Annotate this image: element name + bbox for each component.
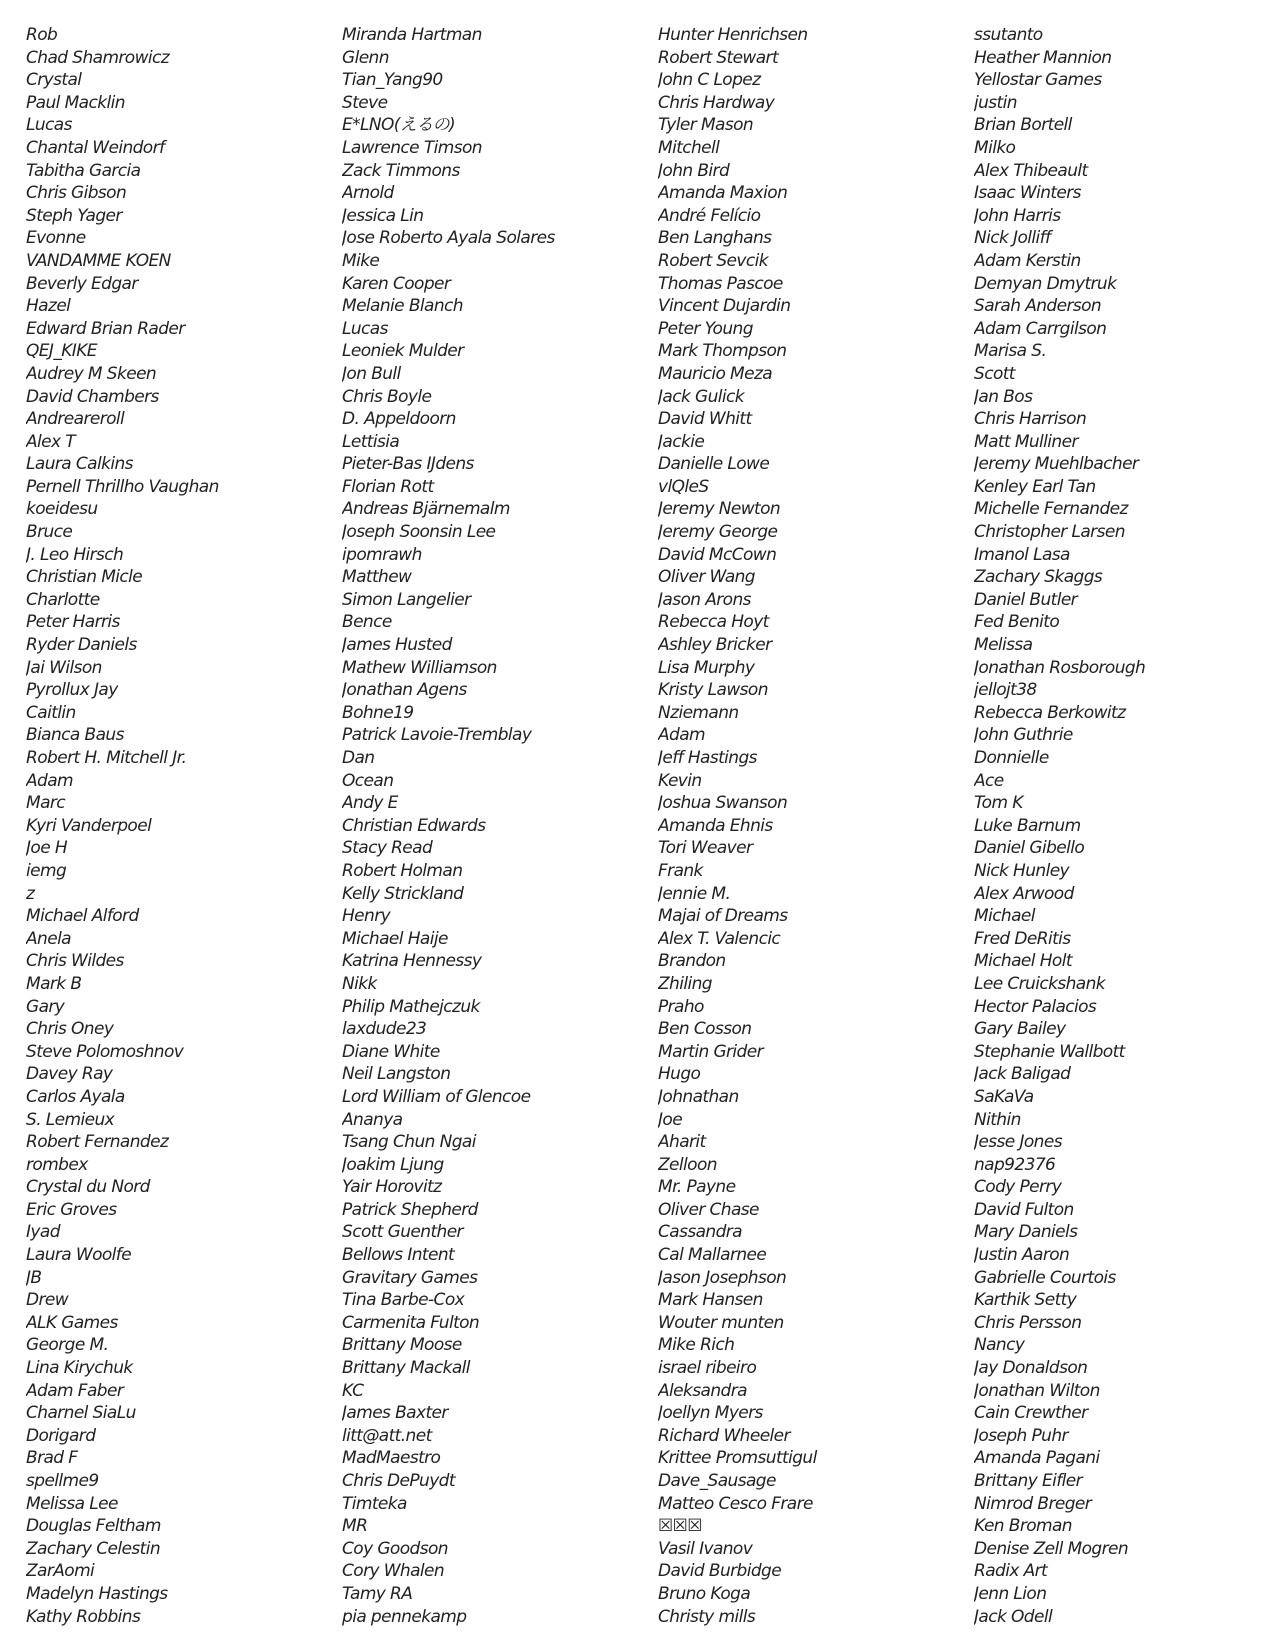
backer-name: Jessica Lin [342,205,424,226]
backer-name: Joe [658,1109,683,1130]
backer-name: E*LNO(えるの) [342,115,456,136]
backer-name: Chris Gibson [26,183,127,204]
backer-name: Radix Art [974,1561,1048,1582]
backer-name: MadMaestro [342,1448,441,1469]
backer-name: Joakim Ljung [342,1154,444,1175]
backer-name: S. Lemieux [26,1109,115,1130]
backer-name: Adam Kerstin [974,250,1081,271]
backer-name: Lettisia [342,431,400,452]
backer-name: Praho [658,996,704,1017]
backer-name: QEJ_KIKE [26,341,97,362]
backer-name: Laura Woolfe [26,1245,132,1266]
backer-name: Charlotte [26,589,100,610]
backer-name: Nick Hunley [974,860,1070,881]
backer-name: koeidesu [26,499,98,520]
backer-name: Bellows Intent [342,1245,455,1266]
backer-name: Marisa S. [974,341,1047,362]
backer-name: Yair Horovitz [342,1177,442,1198]
backer-name: Daniel Gibello [974,838,1085,859]
backer-name: ALK Games [26,1312,118,1333]
backer-name: Johnathan [658,1086,739,1107]
backer-name: D. Appeldoorn [342,409,456,430]
backer-name: Aharit [658,1132,706,1153]
backer-name: Jonathan Wilton [974,1380,1100,1401]
backer-name: Kyri Vanderpoel [26,815,152,836]
backer-name: Chad Shamrowicz [26,47,170,68]
backer-name: Jonathan Rosborough [974,657,1146,678]
backer-name: Luke Barnum [974,815,1081,836]
backer-name: Vasil Ivanov [658,1538,753,1559]
backer-name: Gabrielle Courtois [974,1267,1116,1288]
backer-name: Steph Yager [26,205,122,226]
backer-name: JB [26,1267,42,1288]
backer-name: Cody Perry [974,1177,1062,1198]
backer-name: litt@att.net [342,1425,432,1446]
backer-name: Edward Brian Rader [26,318,185,339]
backer-name: André Felício [658,205,761,226]
backer-name: Marc [26,793,66,814]
backer-name: Jeremy George [658,522,778,543]
backer-name: pia pennekamp [342,1606,467,1627]
backer-name: Mike [342,250,380,271]
backer-name: Beverly Edgar [26,273,138,294]
backer-name: Kristy Lawson [658,680,768,701]
backer-name: Fred DeRitis [974,928,1071,949]
backer-name: Robert H. Mitchell Jr. [26,748,187,768]
backer-name: Patrick Lavoie-Tremblay [342,725,532,746]
backer-name: israel ribeiro [658,1358,757,1379]
backer-name: SaKaVa [974,1086,1034,1107]
backer-name: Lina Kirychuk [26,1358,133,1379]
backer-name: jellojt38 [974,680,1037,701]
backer-name: Karen Cooper [342,273,451,294]
backer-name: Rebecca Berkowitz [974,702,1126,723]
backer-name: Mr. Payne [658,1177,736,1198]
backer-name: Lord William of Glencoe [342,1086,531,1107]
backer-name: Jose Roberto Ayala Solares [342,228,555,249]
backer-name: Andy E [342,793,398,814]
backer-name: Timteka [342,1493,407,1514]
backer-name: Donnielle [974,748,1049,768]
backer-name: Melissa Lee [26,1493,118,1514]
backer-name: Jesse Jones [974,1132,1062,1153]
backer-name: Scott Guenther [342,1222,463,1243]
backer-name: Mark B [26,973,82,994]
backer-name: Vincent Dujardin [658,296,791,317]
backer-name: Amanda Ehnis [658,815,773,836]
backer-name: Jenn Lion [974,1583,1047,1604]
backer-name: Andreareroll [26,409,125,430]
backer-name: Christian Edwards [342,815,486,836]
backer-name: Mary Daniels [974,1222,1078,1243]
backer-name: Andreas Bjärnemalm [342,499,510,520]
backer-name: Laura Calkins [26,454,133,475]
backer-name: David Whitt [658,409,752,430]
backer-name: Hazel [26,296,71,317]
backer-name: Chris Oney [26,1019,114,1040]
backer-name: Matt Mulliner [974,431,1078,452]
backer-name: VANDAMME KOEN [26,250,171,271]
backer-name: Peter Harris [26,612,120,633]
backer-name: Hunter Henrichsen [658,25,808,45]
backer-name: Mike Rich [658,1335,735,1356]
backer-name: Zelloon [658,1154,717,1175]
backer-name: Melissa [974,635,1033,656]
backer-name: ssutanto [974,25,1043,45]
backer-name: iemg [26,860,67,881]
backer-name: Zhiling [658,973,712,994]
backer-name: Alex T [26,431,76,452]
backer-name: Christy mills [658,1606,756,1627]
name-column-2 [342,24,658,1634]
backer-name: Jennie M. [658,883,731,904]
backer-name: Davey Ray [26,1064,113,1085]
backer-name: John Harris [974,205,1061,226]
backer-name: Jack Gulick [658,386,745,407]
backer-name: Tina Barbe-Cox [342,1290,465,1311]
backer-name: Aleksandra [658,1380,747,1401]
backer-name: Crystal du Nord [26,1177,150,1198]
backer-name: Pernell Thrillho Vaughan [26,476,219,497]
backer-name: Eric Groves [26,1199,117,1220]
backer-name: Imanol Lasa [974,544,1070,565]
backer-name: Amanda Pagani [974,1448,1100,1469]
backer-name: Sarah Anderson [974,296,1102,317]
backer-name: Tamy RA [342,1583,413,1604]
backer-name: Jason Josephson [658,1267,787,1288]
backer-name: Tom K [974,793,1023,814]
backer-name: Douglas Feltham [26,1516,161,1537]
backer-name: Chris Hardway [658,92,775,113]
backer-name: Chantal Weindorf [26,137,165,158]
backer-name: Kenley Earl Tan [974,476,1096,497]
backer-name: spellme9 [26,1471,99,1491]
backer-name: Joseph Puhr [974,1425,1068,1446]
backer-name: Patrick Shepherd [342,1199,478,1220]
backer-name: Drew [26,1290,69,1311]
backer-name: David Burbidge [658,1561,782,1582]
backer-name: ipomrawh [342,544,422,565]
backer-name: Coy Goodson [342,1538,448,1559]
backer-name: John Guthrie [974,725,1073,746]
backer-name: Adam Carrgilson [974,318,1107,339]
backer-name: Bence [342,612,392,633]
backer-name: Iyad [26,1222,60,1243]
backer-name: Jackie [658,431,705,452]
backer-name: Denise Zell Mogren [974,1538,1129,1559]
backer-name: Mark Thompson [658,341,787,362]
backer-name: Bianca Baus [26,725,124,746]
backer-name: Nziemann [658,702,739,723]
backer-name: Dan [342,748,375,768]
backer-name: Diane White [342,1041,440,1062]
backer-name: Nimrod Breger [974,1493,1092,1514]
backer-name: Glenn [342,47,389,68]
backer-name: Brittany Mackall [342,1358,470,1379]
name-column-3 [658,24,974,1634]
backer-name: Ace [974,770,1004,791]
backer-name: Heather Mannion [974,47,1112,68]
backer-name: Michael Alford [26,906,139,927]
backer-name: Robert Sevcik [658,250,768,271]
backer-name: Carmenita Fulton [342,1312,480,1333]
backer-name: Zachary Celestin [26,1538,160,1559]
backer-name: Rob [26,25,58,45]
backer-name: Fed Benito [974,612,1060,633]
backer-name: Adam [658,725,705,746]
backer-name: Danielle Lowe [658,454,770,475]
backer-name: laxdude23 [342,1019,427,1040]
backer-name: Stacy Read [342,838,433,859]
backer-name: justin [974,92,1017,113]
backer-name: James Husted [342,635,452,656]
backer-name: Jeremy Muehlbacher [974,454,1139,475]
backer-name: Zack Timmons [342,160,460,181]
backer-name: Gary [26,996,65,1017]
backer-name: Robert Holman [342,860,463,881]
backer-name: Chris Persson [974,1312,1082,1333]
backer-name: Madelyn Hastings [26,1583,168,1604]
backer-name: Melanie Blanch [342,296,463,317]
backer-name: Justin Aaron [974,1245,1070,1266]
backer-name: Mathew Williamson [342,657,497,678]
backer-name: Chris Harrison [974,409,1087,430]
backer-name: Kelly Strickland [342,883,464,904]
backer-name: Yellostar Games [974,70,1102,91]
backer-name: Crystal [26,70,82,91]
backer-name: Joseph Soonsin Lee [342,522,496,543]
backer-name: David Fulton [974,1199,1074,1220]
backer-name: Jack Odell [974,1606,1053,1627]
backer-name: ZarAomi [26,1561,95,1582]
backer-name: Rebecca Hoyt [658,612,769,633]
backer-name: Mitchell [658,137,720,158]
backer-name: Gary Bailey [974,1019,1066,1040]
backer-name: Cory Whalen [342,1561,445,1582]
backer-name: Robert Stewart [658,47,779,68]
backer-name: Lucas [26,115,72,136]
backer-name: Joe H [26,838,68,859]
backer-name: David McCown [658,544,777,565]
backer-name: Nikk [342,973,377,994]
backer-name: nap92376 [974,1154,1056,1175]
backer-name: Carlos Ayala [26,1086,125,1107]
backer-name: Krittee Promsuttigul [658,1448,817,1469]
backer-name: Oliver Chase [658,1199,759,1220]
backer-name: Brian Bortell [974,115,1072,136]
name-column-4 [974,24,1275,1634]
backer-name: Lucas [342,318,388,339]
backer-name: Peter Young [658,318,753,339]
backer-name: Caitlin [26,702,76,723]
backer-name: Tyler Mason [658,115,754,136]
backer-name: Christian Micle [26,567,143,588]
backer-name: Mark Hansen [658,1290,763,1311]
backer-name: Jeremy Newton [658,499,781,520]
backer-name: Milko [974,137,1016,158]
backer-name: Steve [342,92,388,113]
backer-name: Lee Cruickshank [974,973,1106,994]
backer-name: George M. [26,1335,109,1356]
backer-name: Richard Wheeler [658,1425,790,1446]
backer-name: Ananya [342,1109,403,1130]
backer-name: Bruce [26,522,73,543]
backer-name: Robert Fernandez [26,1132,169,1153]
backer-name: Daniel Butler [974,589,1078,610]
backer-name: Christopher Larsen [974,522,1125,543]
backer-name: Michael Haije [342,928,448,949]
backer-name: Jack Baligad [974,1064,1071,1085]
backer-name: rombex [26,1154,88,1175]
backer-name: Frank [658,860,703,881]
backer-name: Isaac Winters [974,183,1081,204]
backer-name: Gravitary Games [342,1267,478,1288]
backer-name: Neil Langston [342,1064,451,1085]
backer-name: Philip Mathejczuk [342,996,480,1017]
backer-name: Wouter munten [658,1312,784,1333]
backer-name: Joshua Swanson [658,793,788,814]
backer-name: Oliver Wang [658,567,756,588]
backer-name: Cal Mallarnee [658,1245,767,1266]
backer-name: Jason Arons [658,589,751,610]
backer-name: Brittany Eifler [974,1471,1082,1491]
backer-name: Thomas Pascoe [658,273,783,294]
backer-name: Charnel SiaLu [26,1403,136,1424]
backer-name: Ocean [342,770,394,791]
backer-name: Alex Thibeault [974,160,1088,181]
backer-name: Tori Weaver [658,838,753,859]
backer-name: Leoniek Mulder [342,341,464,362]
backer-name: Dave_Sausage [658,1471,776,1491]
backer-name: Cain Crewther [974,1403,1088,1424]
backer-name: Nithin [974,1109,1021,1130]
backer-name: Matteo Cesco Frare [658,1493,813,1514]
backer-name: Dorigard [26,1425,96,1446]
backer-name: Nick Jolliff [974,228,1051,249]
backer-name: Scott [974,363,1015,384]
backer-name: Cassandra [658,1222,742,1243]
backer-name: Michelle Fernandez [974,499,1128,520]
backer-name: Hugo [658,1064,701,1085]
credits-name-list [26,24,1266,1634]
backer-name: Ryder Daniels [26,635,137,656]
backer-name: Martin Grider [658,1041,763,1062]
backer-name: Simon Langelier [342,589,471,610]
backer-name: Lisa Murphy [658,657,755,678]
backer-name: Hector Palacios [974,996,1097,1017]
backer-name: Tabitha Garcia [26,160,141,181]
backer-name: Chris Wildes [26,951,124,972]
backer-name: Pyrollux Jay [26,680,118,701]
backer-name: Ashley Bricker [658,635,772,656]
backer-name: Brad F [26,1448,78,1469]
backer-name: John Bird [658,160,730,181]
backer-name: J. Leo Hirsch [26,544,124,565]
backer-name: Brandon [658,951,726,972]
backer-name: Adam [26,770,73,791]
backer-name: Jan Bos [974,386,1033,407]
backer-name: KC [342,1380,364,1401]
backer-name: John C Lopez [658,70,761,91]
backer-name: Tsang Chun Ngai [342,1132,476,1153]
backer-name: Lawrence Timson [342,137,482,158]
backer-name: Tian_Yang90 [342,70,443,91]
backer-name: Bohne19 [342,702,414,723]
backer-name: Kevin [658,770,702,791]
backer-name: MR [342,1516,368,1537]
backer-name: Michael Holt [974,951,1072,972]
backer-name: Kathy Robbins [26,1606,141,1627]
backer-name: David Chambers [26,386,159,407]
backer-name: z [26,883,35,904]
backer-name: Miranda Hartman [342,25,482,45]
backer-name: Karthik Setty [974,1290,1077,1311]
backer-name: Bruno Koga [658,1583,751,1604]
backer-name: Chris Boyle [342,386,432,407]
backer-name: Jonathan Agens [342,680,467,701]
backer-name: Anela [26,928,72,949]
backer-name: Joellyn Myers [658,1403,763,1424]
name-column-1 [26,24,342,1634]
backer-name: Adam Faber [26,1380,124,1401]
backer-name: James Baxter [342,1403,448,1424]
backer-name: Evonne [26,228,86,249]
backer-name: vlQleS [658,476,709,497]
backer-name: Stephanie Wallbott [974,1041,1125,1062]
backer-name: Nancy [974,1335,1025,1356]
backer-name: Pieter-Bas IJdens [342,454,474,475]
backer-name: Chris DePuydt [342,1471,455,1491]
backer-name: Steve Polomoshnov [26,1041,184,1062]
backer-name: Mauricio Meza [658,363,773,384]
backer-name: Paul Macklin [26,92,125,113]
backer-name: Ken Broman [974,1516,1072,1537]
backer-name: Jon Bull [342,363,401,384]
backer-name: ☒☒☒ [658,1516,702,1537]
backer-name: Jay Donaldson [974,1358,1088,1379]
backer-name: Jeff Hastings [658,748,757,768]
backer-name: Audrey M Skeen [26,363,157,384]
backer-name: Henry [342,906,391,927]
backer-name: Brittany Moose [342,1335,462,1356]
backer-name: Ben Cosson [658,1019,752,1040]
backer-name: Alex Arwood [974,883,1074,904]
backer-name: Michael [974,906,1035,927]
backer-name: Jai Wilson [26,657,102,678]
backer-name: Matthew [342,567,412,588]
backer-name: Alex T. Valencic [658,928,781,949]
backer-name: Katrina Hennessy [342,951,482,972]
backer-name: Ben Langhans [658,228,772,249]
backer-name: Amanda Maxion [658,183,788,204]
backer-name: Florian Rott [342,476,434,497]
backer-name: Majai of Dreams [658,906,788,927]
backer-name: Arnold [342,183,394,204]
backer-name: Zachary Skaggs [974,567,1103,588]
backer-name: Demyan Dmytruk [974,273,1117,294]
